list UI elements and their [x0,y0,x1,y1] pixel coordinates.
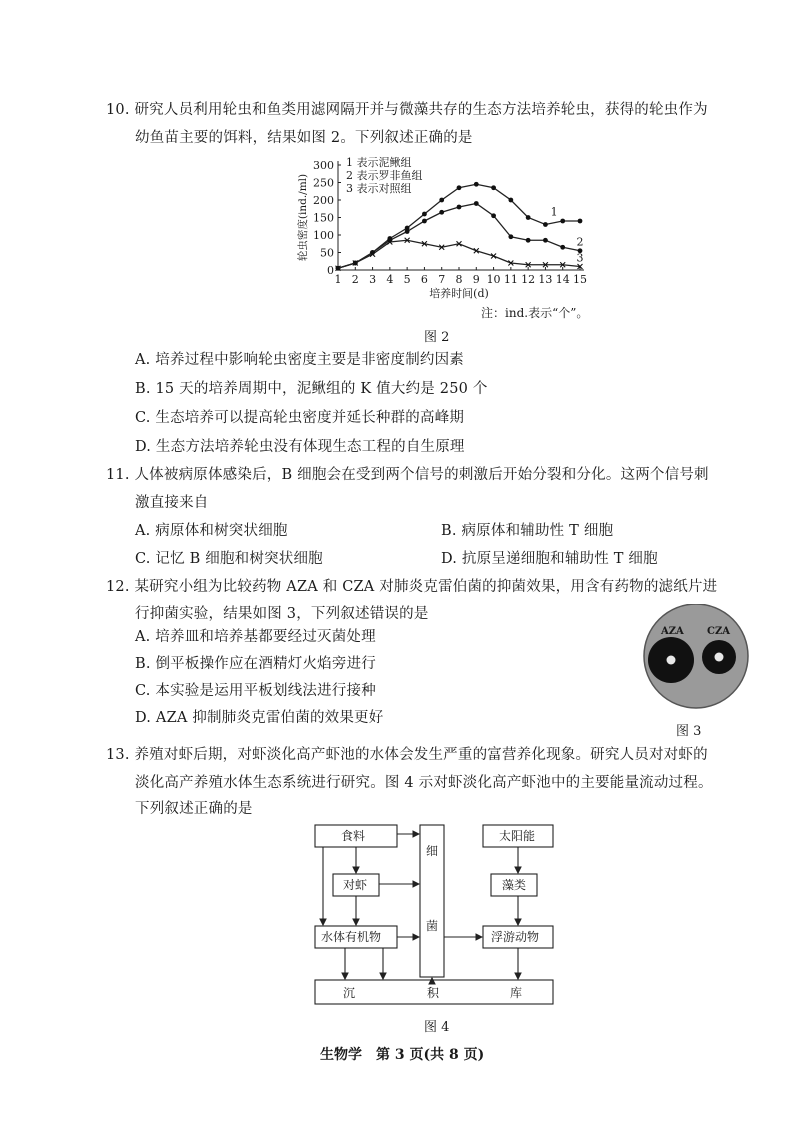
q12-option-a: A. 培养皿和培养基都要经过灭菌处理 [135,629,376,645]
page-footer: 生物学 第 3 页(共 8 页) [320,1047,485,1063]
series-1-point [508,198,513,203]
x-tick-label: 7 [438,273,446,286]
y-tick-label: 150 [313,211,334,225]
q10-stem-line2: 幼鱼苗主要的饵料，结果如图 2。下列叙述正确的是 [135,130,473,146]
series-1-point [439,198,444,203]
x-tick-label: 15 [573,273,587,286]
q12-option-b: B. 倒平板操作应在酒精灯火焰旁进行 [135,656,376,672]
series-2-point [422,219,427,224]
q12-option-d: D. AZA 抑制肺炎克雷伯菌的效果更好 [135,710,384,726]
bacteria-label-1: 细 [426,844,439,858]
organic-matter-label: 水体有机物 [321,930,382,944]
q11-option-c: C. 记忆 B 细胞和树突状细胞 [135,551,323,567]
q10-option-a: A. 培养过程中影响轮虫密度主要是非密度制约因素 [135,352,464,368]
series-1-point [457,185,462,190]
q10-option-d: D. 生态方法培养轮虫没有体现生态工程的自生原理 [135,439,465,455]
x-tick-label: 5 [403,273,411,286]
y-tick-label: 200 [313,194,334,207]
q11-option-b: B. 病原体和辅助性 T 细胞 [441,523,614,539]
y-tick-label: 50 [320,246,334,260]
series-1-point [491,185,496,190]
series-1-point [543,222,548,227]
q12-option-c: C. 本实验是运用平板划线法进行接种 [135,683,376,699]
y-tick-label: 300 [313,159,334,172]
x-tick-label: 14 [555,273,570,286]
legend-entry: 3 表示对照组 [346,182,412,195]
series-1-point [474,182,479,187]
q10-option-b: B. 15 天的培养周期中，泥鳅组的 K 值大约是 250 个 [135,381,488,397]
y-tick-label: 0 [327,264,334,277]
q10-figure-caption: 图 2 [424,330,450,345]
algae-label: 藻类 [502,878,527,892]
cza-label: CZA [707,626,731,637]
series-2-point [457,205,462,210]
q12-stem-line2: 行抑菌实验，结果如图 3，下列叙述错误的是 [135,606,429,622]
x-tick-label: 11 [503,273,518,286]
legend-entry: 2 表示罗非鱼组 [346,169,423,182]
x-tick-label: 13 [538,273,553,286]
y-axis-label: 轮虫密度(ind./ml) [297,173,309,262]
series-2-point [405,229,410,234]
food-label: 食料 [341,829,366,843]
q11-option-d: D. 抗原呈递细胞和辅助性 T 细胞 [441,551,658,567]
series-1-point [526,215,531,220]
x-tick-label: 2 [351,273,359,286]
sediment-label-1: 沉 [343,986,356,1000]
series-3-label: 3 [576,251,584,265]
series-1-point [560,219,565,224]
aza-label: AZA [661,626,684,637]
zooplankton-label: 浮游动物 [491,930,540,944]
series-1-label: 1 [550,205,558,219]
y-tick-label: 100 [313,229,334,242]
series-2-point [560,245,565,250]
x-tick-label: 3 [369,273,377,286]
series-1-point [578,219,583,224]
q10-stem-line1: 10. 研究人员利用轮虫和鱼类用滤网隔开并与微藻共存的生态方法培养轮虫，获得的轮虫作为 [106,102,708,118]
legend-entry: 1 表示泥鳅组 [346,156,412,169]
q10-note: 注：ind.表示“个”。 [481,306,589,320]
density-line-chart [290,152,620,312]
q13-figure-caption: 图 4 [424,1020,450,1035]
x-tick-label: 1 [334,273,342,286]
bacteria-label-2: 菌 [426,919,439,933]
q13-stem-line3: 下列叙述正确的是 [135,801,253,817]
series-2-point [474,201,479,206]
q12-figure-caption: 图 3 [676,724,702,739]
y-tick-label: 250 [313,176,334,190]
x-tick-label: 6 [420,273,428,286]
series-2-point [543,238,548,243]
q11-stem-line2: 激直接来自 [135,495,209,511]
series-2-point [439,210,444,215]
q11-stem-line1: 11. 人体被病原体感染后，B 细胞会在受到两个信号的刺激后开始分裂和分化。这两个信号刺 [106,467,709,483]
petri-dish-figure [636,604,756,714]
series-2-line [338,204,580,269]
shrimp-label: 对虾 [343,878,368,892]
x-axis-label: 培养时间(d) [429,287,489,300]
x-tick-label: 4 [386,273,394,286]
sediment-label-3: 库 [510,986,523,1000]
series-1-point [422,212,427,217]
series-2-label: 2 [576,235,584,249]
q13-stem-line1: 13. 养殖对虾后期，对虾淡化高产虾池的水体会发生严重的富营养化现象。研究人员对对虾的 [106,747,708,763]
q10-option-c: C. 生态培养可以提高轮虫密度并延长种群的高峰期 [135,410,465,426]
series-2-point [526,238,531,243]
x-tick-label: 8 [455,273,463,286]
sediment-label-2: 积 [427,986,440,1000]
series-2-point [491,213,496,218]
series-2-point [508,234,513,239]
energy-flow-diagram [305,820,575,1010]
cza-disc [715,653,724,662]
x-tick-label: 9 [472,273,480,286]
sunlight-label: 太阳能 [499,829,536,843]
q11-option-a: A. 病原体和树突状细胞 [135,523,288,539]
q12-stem-line1: 12. 某研究小组为比较药物 AZA 和 CZA 对肺炎克雷伯菌的抑菌效果，用含有药物的滤纸片进 [106,579,718,595]
q13-stem-line2: 淡化高产养殖水体生态系统进行研究。图 4 示对虾淡化高产虾池中的主要能量流动过程。 [135,775,713,791]
aza-disc [667,656,676,665]
x-tick-label: 10 [486,273,501,286]
x-tick-label: 12 [521,273,536,286]
